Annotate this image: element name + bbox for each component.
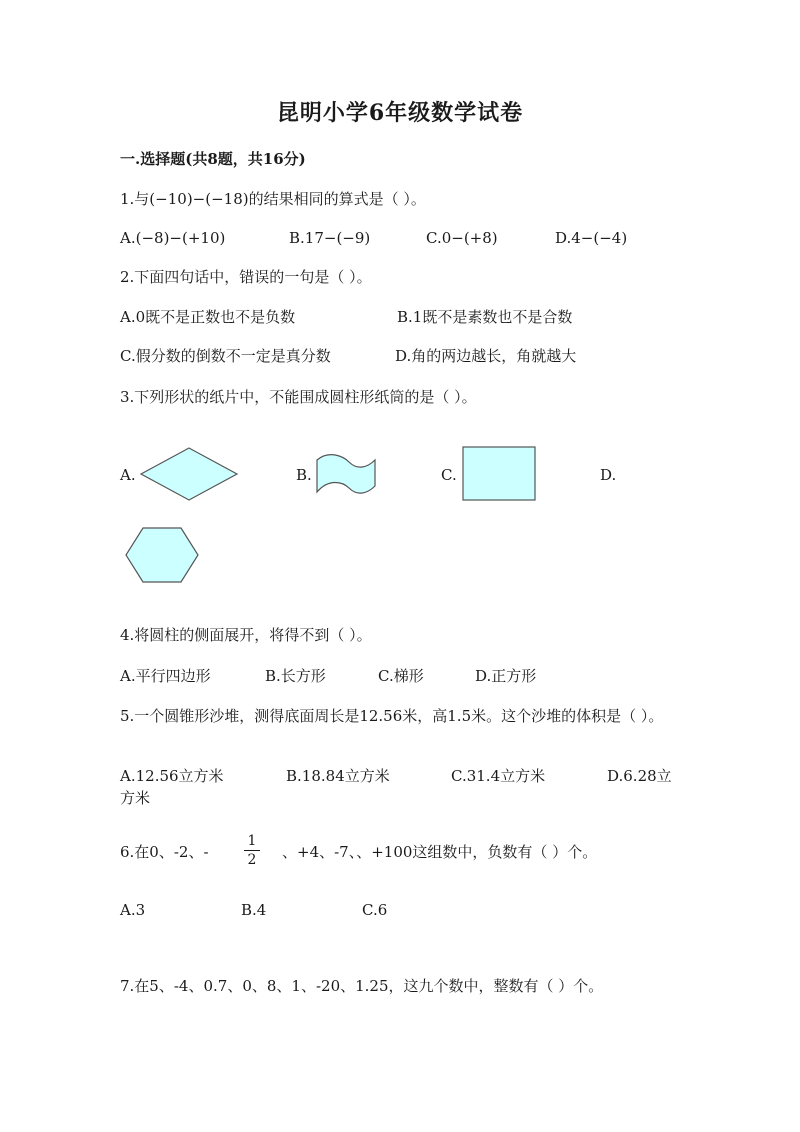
question-1-option-a: A.(−8)−(+10) [120,229,226,247]
question-5-option-a: A.12.56立方米 [120,767,224,785]
question-6-option-b: B.4 [241,901,267,919]
question-5-option-d: D.6.28立方米 [120,767,672,807]
question-6-stem-before: 6.在0、-2、- [120,843,209,861]
page-title: 昆明小学6年级数学试卷 [276,100,524,126]
question-1-stem: 1.与(−10)−(−18)的结果相同的算式是（ ）。 [120,190,426,208]
fraction-denominator: 2 [247,852,257,868]
question-3-option-a: A. [120,466,136,484]
question-5-option-c: C.31.4立方米 [451,767,546,785]
question-6-option-a: A.3 [120,901,146,919]
question-4-option-b: B.长方形 [265,667,326,685]
fraction-numerator: 1 [247,833,257,849]
question-1-option-b: B.17−(−9) [289,229,371,247]
question-2-option-a: A.0既不是正数也不是负数 [120,308,296,326]
question-4-option-a: A.平行四边形 [120,667,211,685]
rectangle-shape [462,446,536,502]
wavy-sheet-shape [313,452,379,500]
question-5-option-b: B.18.84立方米 [286,767,390,785]
question-6-option-c: C.6 [362,901,388,919]
question-1-option-c: C.0−(+8) [426,229,498,247]
question-2-stem: 2.下面四句话中，错误的一句是（ ）。 [120,268,372,286]
question-4-option-c: C.梯形 [378,667,424,685]
question-2-option-b: B.1既不是素数也不是合数 [397,308,573,326]
question-1-option-d: D.4−(−4) [555,229,628,247]
rhombus-shape [139,446,239,502]
hexagon-shape [124,526,200,584]
question-2-option-d: D.角的两边越长，角就越大 [395,347,577,365]
question-3-option-c: C. [441,466,457,484]
question-4-stem: 4.将圆柱的侧面展开，将得不到（ ）。 [120,626,372,644]
question-7-stem: 7.在5、-4、0.7、0、8、1、-20、1.25，这九个数中，整数有（ ）个。 [120,977,604,995]
question-3-option-d: D. [600,466,617,484]
question-4-option-d: D.正方形 [475,667,537,685]
question-5-stem: 5.一个圆锥形沙堆，测得底面周长是12.56米，高1.5米。这个沙堆的体积是（ ）。 [120,707,664,725]
section-heading: 一.选择题(共8题，共16分) [120,150,306,168]
fraction-one-half [244,833,260,868]
question-3-option-b: B. [296,466,312,484]
question-3-stem: 3.下列形状的纸片中，不能围成圆柱形纸筒的是（ ）。 [120,388,477,406]
question-6-stem-after: 、+4、-7、、+100这组数中，负数有（ ）个。 [282,843,598,861]
question-2-option-c: C.假分数的倒数不一定是真分数 [120,347,331,365]
